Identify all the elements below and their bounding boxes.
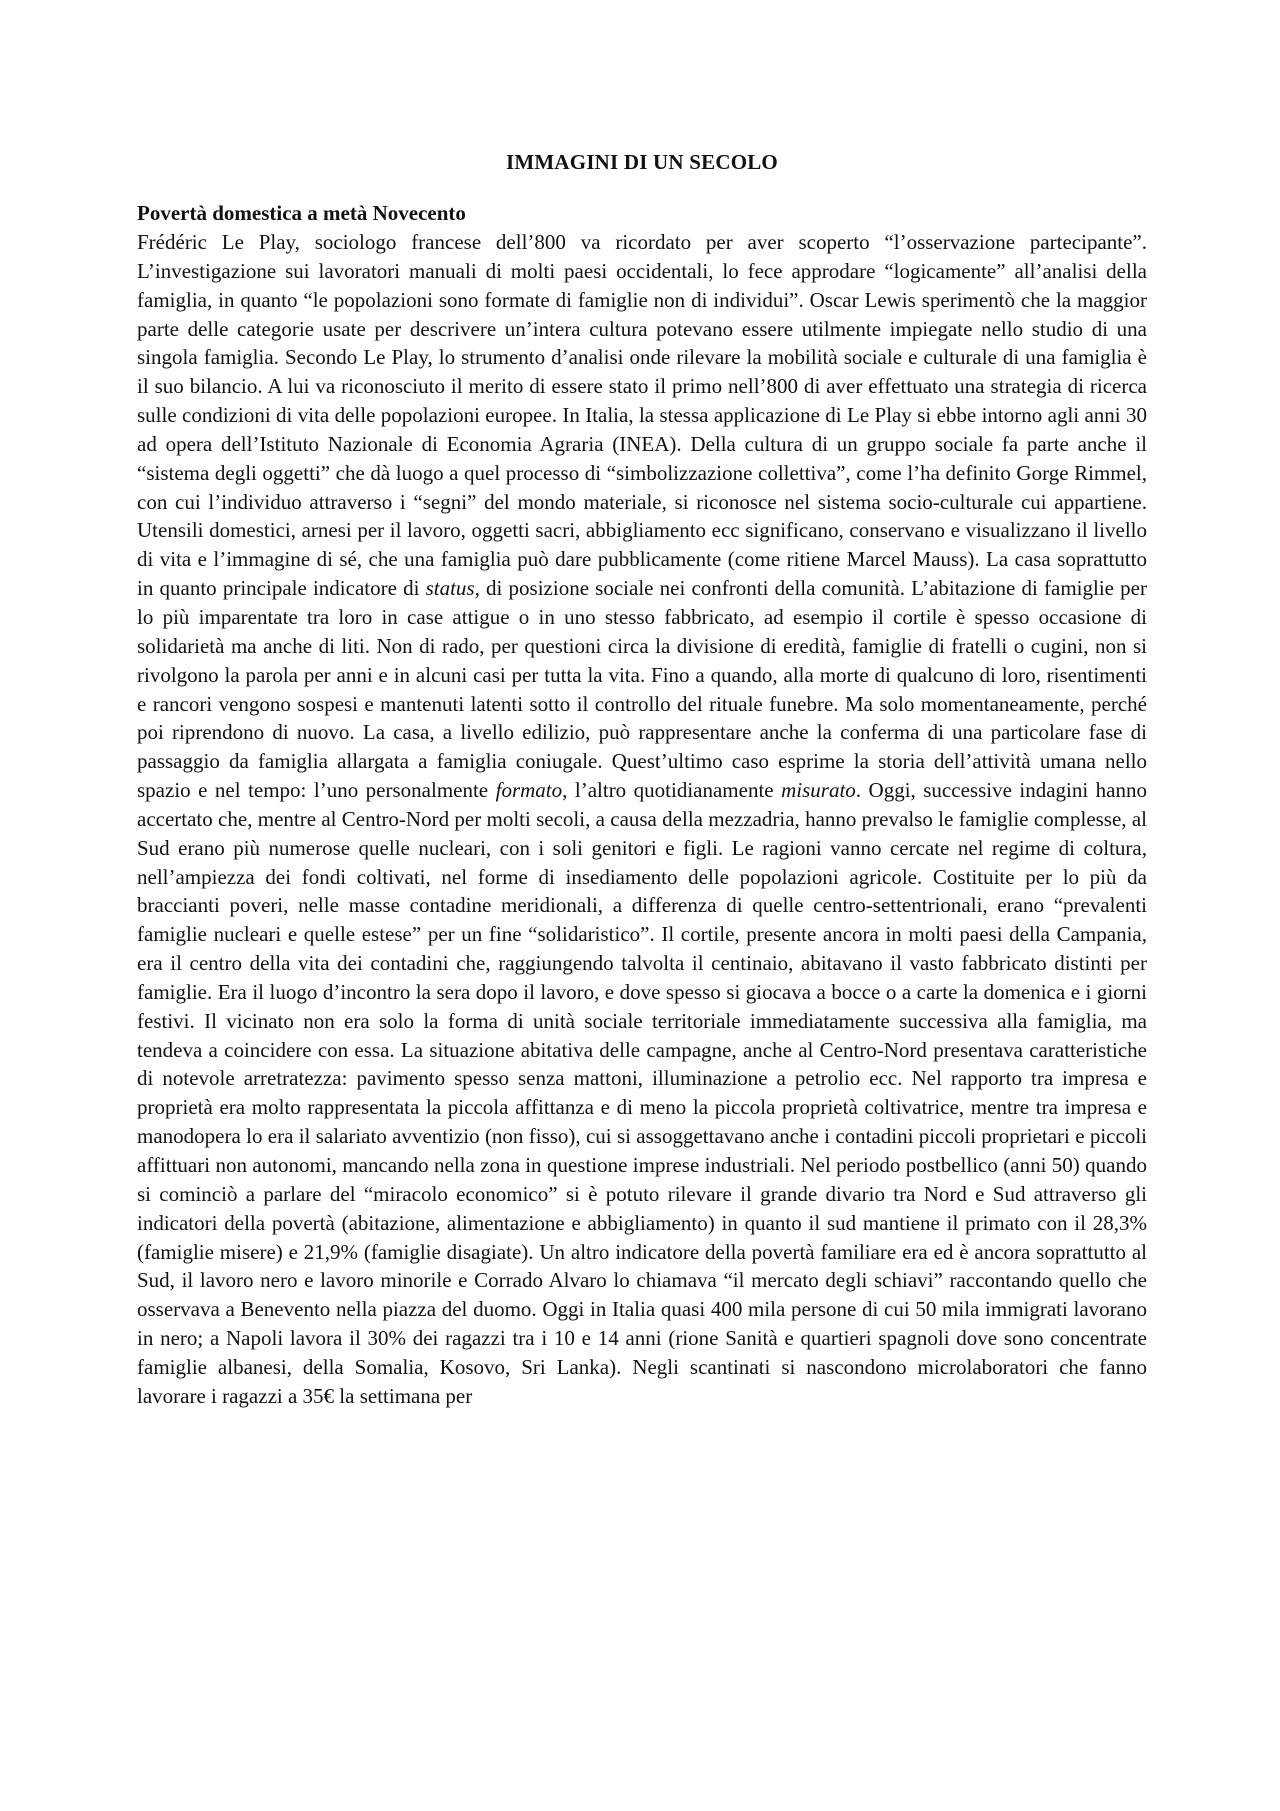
document-title: IMMAGINI DI UN SECOLO — [506, 150, 778, 174]
document-page — [137, 147, 1147, 1411]
body-paragraph — [137, 228, 1147, 1411]
text-run: di posizione sociale nei confronti della comunità. L’abitazione di famiglie per lo più imparentate tra loro in case attigue o in uno stesso fabbricato, ad esempio il cortile è spesso occasione di solidarietà ma anche di liti. Non di rado, per questioni circa la divisione di eredità, famiglie di fratelli o cugini, non si rivolgono la parola per anni e in alcuni casi per tutta la vita. Fino a quando, alla morte di qualcuno di loro, risentimenti e rancori vengono sospesi e mantenuti latenti sotto il controllo del rituale funebre. Ma solo momentaneamente, perché poi riprendono di nuovo. La casa, a livello edilizio, può rappresentare anche la conferma di una particolare fase di passaggio da famiglia allargata a famiglia coniugale. Quest’ultimo caso esprime la storia dell’attività umana nello spazio e nel tempo: l’uno personalmente — [137, 576, 1147, 803]
italic-text-run: misurato — [781, 778, 856, 803]
text-run: . Oggi, successive indagini hanno accertato che, mentre al Centro-Nord per molti secoli, a causa della mezzadria, hanno prevalso le famiglie complesse, al Sud erano più numerose quelle nucleari, con i soli genitori e figli. Le ragioni vanno cercate nel regime di coltura, nell’ampiezza dei fondi coltivati, nel forme di insediamento delle popolazioni agricole. Costituite per lo più da braccianti poveri, nelle masse contadine meridionali, a differenza di quelle centro-settentrionali, erano “prevalenti famiglie nucleari e quelle estese” per un fine “solidaristico”. Il cortile, presente ancora in molti paesi della Campania, era il centro della vita dei contadini che, raggiungendo talvolta il centinaio, abitavano il vasto fabbricato distinti per famiglie. Era il luogo d’incontro la sera dopo il lavoro, e dove spesso si giocava a bocce o a carte la domenica e i giorni festivi. Il vicinato non era solo la forma di unità sociale territoriale immediatamente successiva alla famiglia, ma tendeva a coincidere con essa. La situazione abitativa delle campagne, anche al Centro-Nord presentava caratteristiche di notevole arretratezza: pavimento spesso senza mattoni, illuminazione a petrolio ecc. Nel rapporto tra impresa e proprietà era molto rappresentata la piccola affittanza e di meno la piccola proprietà coltivatrice, mentre tra impresa e manodopera lo era il salariato avventizio (non fisso), cui si assoggettavano anche i contadini piccoli proprietari e piccoli affittuari non autonomi, mancando nella zona in questione imprese industriali. Nel periodo postbellico (anni 50) quando si cominciò a parlare del “miracolo economico” si è potuto rilevare il grande divario tra Nord e Sud attraverso gli indicatori della povertà (abitazione, alimentazione e abbigliamento) in quanto il sud mantiene il primato con il 28,3% (famiglie misere) e 21,9% (famiglie disagiate). Un altro indicatore della povertà familiare era ed è ancora soprattutto al Sud, il lavoro nero e lavoro minorile e Corrado Alvaro lo chiamava “il mercato degli schiavi” raccontando quello che osservava a Benevento nella piazza del duomo. Oggi in Italia quasi 400 mila persone di cui 50 mila immigrati lavorano in nero; a Napoli lavora il 30% dei ragazzi tra i 10 e 14 anni (rione Sanità e quartieri spagnoli dove sono concentrate famiglie albanesi, della Somalia, Kosovo, Sri Lanka). Negli scantinati si nascondono microlaboratori che fanno lavorare i ragazzi a 35€ la settimana per — [137, 778, 1147, 1408]
text-run: Frédéric Le Play, sociologo francese dell’800 va ricordato per aver scoperto “l’osservazione partecipante”. L’investigazione sui lavoratori manuali di molti paesi occidentali, lo fece approdare “logicamente” all’analisi della famiglia, in quanto “le popolazioni sono formate di famiglie non di individui”. Oscar Lewis sperimentò che la maggior parte delle categorie usate per descrivere un’intera cultura potevano essere utilmente impiegate nello studio di una singola famiglia. Secondo Le Play, lo strumento d’analisi onde rilevare la mobilità sociale e culturale di una famiglia è il suo bilancio. A lui va riconosciuto il merito di essere stato il primo nell’800 di aver effettuato una strategia di ricerca sulle condizioni di vita delle popolazioni europee. In Italia, la stessa applicazione di Le Play si ebbe intorno agli anni 30 ad opera dell’Istituto Nazionale di Economia Agraria (INEA). Della cultura di un gruppo sociale fa parte anche il “sistema degli oggetti” che dà luogo a quel processo di “simbolizzazione collettiva”, come l’ha definito Gorge Rimmel, con cui l’individuo attraverso i “segni” del mondo materiale, si riconosce nel sistema socio-culturale cui appartiene. Utensili domestici, arnesi per il lavoro, oggetti sacri, abbigliamento ecc significano, conservano e visualizzano il livello di vita e l’immagine di sé, che una famiglia può dare pubblicamente (come ritiene Marcel Mauss). La casa soprattutto in quanto principale indicatore di — [137, 230, 1147, 601]
section-heading: Povertà domestica a metà Novecento — [137, 201, 466, 225]
italic-text-run: formato — [495, 778, 563, 803]
text-run: , l’altro quotidianamente — [562, 778, 782, 803]
italic-text-run: status, — [425, 576, 480, 601]
